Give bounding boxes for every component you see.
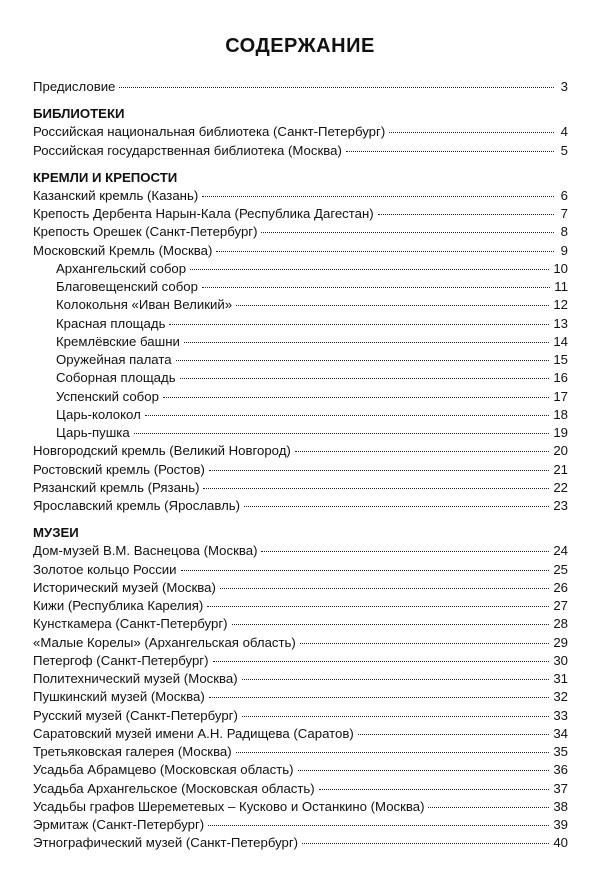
dot-leader [295, 451, 550, 452]
toc-entry-page: 24 [553, 543, 568, 559]
toc-entry-label: Усадьба Абрамцево (Московская область) [33, 762, 294, 778]
dot-leader [220, 588, 549, 589]
table-of-contents [33, 78, 568, 853]
toc-entry-label: Саратовский музей имени А.Н. Радищева (Саратов) [33, 725, 354, 741]
toc-entry-page: 32 [553, 689, 568, 705]
toc-entry-page: 3 [560, 79, 568, 94]
toc-entry[interactable] [33, 743, 568, 761]
toc-entry-label: Этнографический музей (Санкт-Петербург) [33, 835, 299, 851]
dot-leader [389, 132, 554, 133]
dot-leader [300, 643, 550, 644]
toc-entry-label: Царь-колокол [56, 406, 141, 422]
toc-entry-page: 38 [553, 798, 568, 814]
toc-entry-label: Пушкинский музей (Москва) [33, 689, 205, 705]
toc-entry[interactable] [33, 816, 568, 834]
toc-entry-page: 12 [553, 297, 568, 313]
toc-entry[interactable] [33, 142, 568, 160]
toc-entry-label: Царь-пушка [56, 425, 130, 440]
toc-entry-page: 10 [553, 260, 568, 276]
toc-entry-page: 19 [553, 425, 568, 440]
toc-entry-page: 28 [553, 616, 568, 632]
toc-subentry[interactable] [33, 260, 568, 278]
section-heading: БИБЛИОТЕКИ [33, 106, 125, 122]
toc-entry-label: Архангельский собор [56, 260, 187, 276]
toc-entry-page: 29 [553, 634, 568, 650]
toc-entry-label: Крепость Дербента Нарын-Кала (Республика Дагестан) [33, 206, 374, 221]
toc-entry-label: Успенский собор [56, 388, 159, 404]
dot-leader [207, 606, 549, 607]
toc-entry-page: 9 [560, 242, 568, 258]
toc-entry[interactable] [33, 688, 568, 706]
toc-subentry[interactable] [33, 369, 568, 387]
dot-leader [208, 825, 549, 826]
toc-entry-label: Золотое кольцо России [33, 561, 177, 577]
toc-entry-page: 6 [560, 187, 568, 203]
dot-leader [145, 415, 550, 416]
toc-entry[interactable] [33, 780, 568, 798]
toc-entry-page: 22 [553, 479, 568, 495]
toc-entry-page: 16 [553, 370, 568, 386]
toc-entry[interactable] [33, 579, 568, 597]
toc-subentry[interactable] [33, 388, 568, 406]
toc-entry-page: 33 [553, 707, 568, 723]
dot-leader [169, 324, 549, 325]
toc-entry[interactable] [33, 542, 568, 560]
toc-entry[interactable] [33, 707, 568, 725]
page-title: СОДЕРЖАНИЕ [225, 35, 375, 57]
toc-subentry[interactable] [33, 333, 568, 351]
dot-leader [346, 151, 554, 152]
toc-entry-label: Усадьба Архангельское (Московская область) [33, 780, 315, 796]
toc-entry[interactable] [33, 834, 568, 852]
dot-leader [244, 506, 549, 507]
toc-entry-label: «Малые Корелы» (Архангельская область) [33, 634, 296, 650]
toc-entry-page: 8 [560, 224, 568, 240]
toc-entry-label: Эрмитаж (Санкт-Петербург) [33, 817, 205, 832]
toc-entry-label: Оружейная палата [56, 352, 172, 367]
toc-entry-page: 17 [553, 388, 568, 404]
dot-leader [176, 360, 550, 361]
toc-entry-label: Петергоф (Санкт-Петербург) [33, 652, 209, 668]
toc-subentry[interactable] [33, 424, 568, 442]
toc-entry-label: Соборная площадь [56, 370, 176, 386]
toc-subentry[interactable] [33, 296, 568, 314]
toc-entry-label: Благовещенский собор [56, 279, 198, 294]
dot-leader [163, 397, 549, 398]
toc-entry-label: Усадьбы графов Шереметевых – Кусково и Останкино (Москва) [33, 798, 425, 814]
toc-subentry[interactable] [33, 351, 568, 369]
toc-entry-page: 36 [553, 762, 568, 778]
toc-entry[interactable] [33, 652, 568, 670]
toc-entry-page: 14 [553, 333, 568, 349]
toc-entry[interactable] [33, 461, 568, 479]
toc-entry-page: 37 [553, 780, 568, 796]
dot-leader [181, 570, 550, 571]
toc-entry-page: 11 [554, 279, 568, 294]
toc-entry-label: Кунсткамера (Санкт-Петербург) [33, 616, 228, 632]
dot-leader [190, 269, 549, 270]
toc-entry-page: 27 [553, 598, 568, 613]
toc-entry-page: 30 [553, 652, 568, 668]
toc-entry[interactable] [33, 479, 568, 497]
dot-leader [378, 214, 554, 215]
toc-entry[interactable] [33, 205, 568, 223]
dot-leader [236, 752, 550, 753]
dot-leader [261, 551, 549, 552]
toc-entry[interactable] [33, 242, 568, 260]
toc-entry-label: Предисловие [33, 79, 116, 94]
dot-leader [202, 196, 554, 197]
dot-leader [216, 251, 554, 252]
dot-leader [242, 716, 549, 717]
toc-entry[interactable] [33, 123, 568, 141]
toc-subentry[interactable] [33, 406, 568, 424]
toc-entry-label: Новгородский кремль (Великий Новгород) [33, 443, 291, 459]
dot-leader [298, 770, 550, 771]
toc-entry-page: 20 [553, 443, 568, 459]
toc-entry-page: 4 [560, 124, 568, 140]
toc-entry[interactable] [33, 670, 568, 688]
section-heading: КРЕМЛИ И КРЕПОСТИ [33, 169, 178, 185]
toc-entry[interactable] [33, 497, 568, 515]
toc-entry[interactable] [33, 561, 568, 579]
toc-entry-label: Крепость Орешек (Санкт-Петербург) [33, 224, 258, 240]
dot-leader [232, 624, 550, 625]
toc-entry-page: 26 [553, 579, 568, 595]
dot-leader [202, 287, 550, 288]
dot-leader [119, 87, 554, 88]
dot-leader [302, 843, 549, 844]
toc-entry-label: Кижи (Республика Карелия) [33, 598, 204, 613]
dot-leader [236, 305, 549, 306]
dot-leader [242, 679, 550, 680]
dot-leader [358, 734, 550, 735]
toc-entry[interactable] [33, 597, 568, 615]
toc-entry-label: Третьяковская галерея (Москва) [33, 744, 232, 759]
toc-subentry[interactable] [33, 278, 568, 296]
toc-entry-label: Ярославский кремль (Ярославль) [33, 498, 241, 513]
toc-entry-page: 7 [560, 206, 568, 221]
dot-leader [261, 232, 554, 233]
dot-leader [213, 661, 550, 662]
dot-leader [319, 789, 550, 790]
dot-leader [209, 470, 549, 471]
toc-entry[interactable] [33, 187, 568, 205]
toc-subentry[interactable] [33, 315, 568, 333]
dot-leader [134, 433, 550, 434]
toc-entry[interactable] [33, 615, 568, 633]
toc-entry-page: 18 [553, 406, 568, 422]
dot-leader [184, 342, 549, 343]
toc-entry-label: Русский музей (Санкт-Петербург) [33, 707, 238, 723]
toc-entry[interactable] [33, 725, 568, 743]
toc-entry-label: Ростовский кремль (Ростов) [33, 461, 205, 477]
toc-entry-page: 13 [553, 315, 568, 331]
toc-entry-page: 5 [560, 142, 568, 158]
toc-entry-page: 15 [553, 352, 568, 367]
toc-entry-page: 39 [553, 817, 568, 832]
toc-entry[interactable] [33, 634, 568, 652]
dot-leader [428, 807, 549, 808]
toc-entry-label: Рязанский кремль (Рязань) [33, 479, 200, 495]
section-heading: МУЗЕИ [33, 525, 79, 541]
toc-entry-label: Российская национальная библиотека (Санкт-Петербург) [33, 124, 386, 140]
toc-entry-preface[interactable] [33, 78, 568, 96]
dot-leader [203, 488, 549, 489]
toc-entry-page: 34 [553, 725, 568, 741]
toc-entry-label: Колокольня «Иван Великий» [56, 297, 233, 313]
dot-leader [209, 697, 550, 698]
toc-entry[interactable] [33, 223, 568, 241]
toc-entry[interactable] [33, 442, 568, 460]
toc-entry-page: 35 [553, 744, 568, 759]
toc-entry-page: 25 [553, 561, 568, 577]
toc-entry-label: Политехнический музей (Москва) [33, 671, 238, 686]
toc-entry-page: 23 [553, 498, 568, 513]
toc-entry-label: Исторический музей (Москва) [33, 579, 216, 595]
toc-entry-label: Московский Кремль (Москва) [33, 242, 213, 258]
toc-sections [33, 105, 568, 852]
dot-leader [180, 378, 550, 379]
toc-entry-page: 21 [553, 461, 568, 477]
toc-entry-label: Российская государственная библиотека (Москва) [33, 142, 342, 158]
toc-entry-label: Казанский кремль (Казань) [33, 187, 199, 203]
toc-entry-page: 31 [553, 671, 568, 686]
toc-entry-label: Красная площадь [56, 315, 166, 331]
toc-entry[interactable] [33, 798, 568, 816]
toc-entry-page: 40 [553, 835, 568, 851]
toc-entry-label: Дом-музей В.М. Васнецова (Москва) [33, 543, 258, 559]
toc-entry-label: Кремлёвские башни [56, 333, 180, 349]
toc-entry[interactable] [33, 761, 568, 779]
